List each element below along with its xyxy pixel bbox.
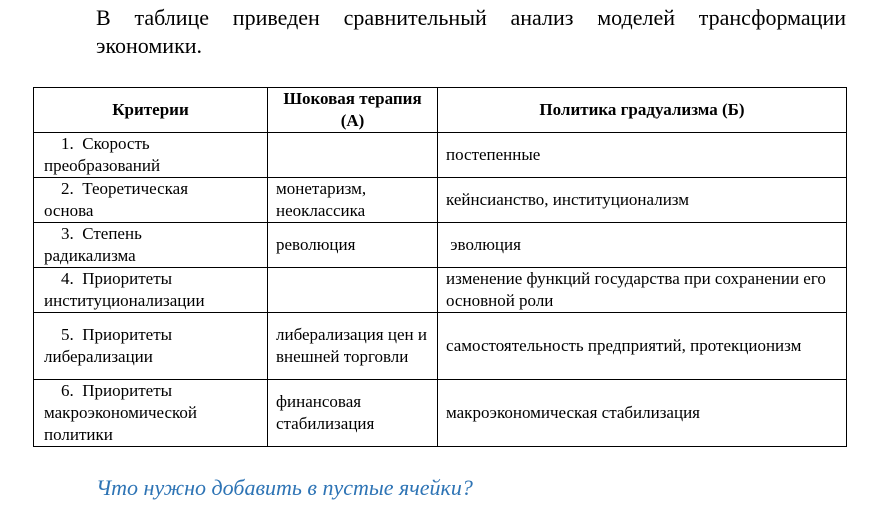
- header-shock-therapy: Шоковая терапия (А): [268, 88, 438, 133]
- criterion-number: 4.: [61, 269, 74, 288]
- shock-cell: революция: [268, 223, 438, 268]
- shock-cell: либерализация цен и внешней торговли: [268, 313, 438, 380]
- criterion-rest: макроэкономической политики: [44, 403, 198, 444]
- criterion-number: 2.: [61, 179, 74, 198]
- table-row: [34, 223, 847, 268]
- gradual-cell: макроэкономическая стабилизация: [438, 380, 847, 447]
- criterion-cell: [34, 178, 268, 223]
- question-prompt: Что нужно добавить в пустые ячейки?: [96, 475, 473, 500]
- criterion-number: 3.: [61, 224, 74, 243]
- gradual-cell: кейнсианство, институционализм: [438, 178, 847, 223]
- criterion-number: 1.: [61, 134, 74, 153]
- shock-cell-empty: [268, 133, 438, 178]
- criterion-first-word: Приоритеты: [82, 381, 173, 400]
- table-header-row: [34, 88, 847, 133]
- criterion-rest: либерализации: [44, 347, 153, 366]
- criterion-cell: [34, 223, 268, 268]
- criterion-rest: институционализации: [44, 291, 205, 310]
- criterion-cell: [34, 313, 268, 380]
- criterion-cell: [34, 380, 268, 447]
- criterion-rest: радикализма: [44, 246, 136, 265]
- gradual-cell: постепенные: [438, 133, 847, 178]
- gradual-cell: изменение функций государства при сохранении его основной роли: [438, 268, 847, 313]
- shock-cell-empty: [268, 268, 438, 313]
- shock-cell: финансовая стабилизация: [268, 380, 438, 447]
- criterion-rest: основа: [44, 201, 94, 220]
- gradual-cell-text: эволюция: [450, 235, 521, 254]
- criterion-first-word: Приоритеты: [82, 269, 173, 288]
- table-row: [34, 380, 847, 447]
- criterion-cell: [34, 268, 268, 313]
- table-row: [34, 133, 847, 178]
- criterion-cell: [34, 133, 268, 178]
- header-gradualism: Политика градуализма (Б): [438, 88, 847, 133]
- criterion-first-word: Скорость: [82, 134, 150, 153]
- comparison-table: [33, 87, 847, 447]
- criterion-first-word: Теоретическая: [82, 179, 189, 198]
- table-row: [34, 313, 847, 380]
- criterion-first-word: Степень: [82, 224, 142, 243]
- criterion-first-word: Приоритеты: [82, 325, 173, 344]
- header-criteria: Критерии: [34, 88, 268, 133]
- gradual-cell: самостоятельность предприятий, протекционизм: [438, 313, 847, 380]
- intro-paragraph: В таблице приведен сравнительный анализ моделей трансформации экономики.: [96, 5, 846, 58]
- table-row: [34, 268, 847, 313]
- criterion-number: 6.: [61, 381, 74, 400]
- shock-cell: монетаризм, неоклассика: [268, 178, 438, 223]
- gradual-cell: [438, 223, 847, 268]
- table-row: [34, 178, 847, 223]
- criterion-number: 5.: [61, 325, 74, 344]
- criterion-rest: преобразований: [44, 156, 161, 175]
